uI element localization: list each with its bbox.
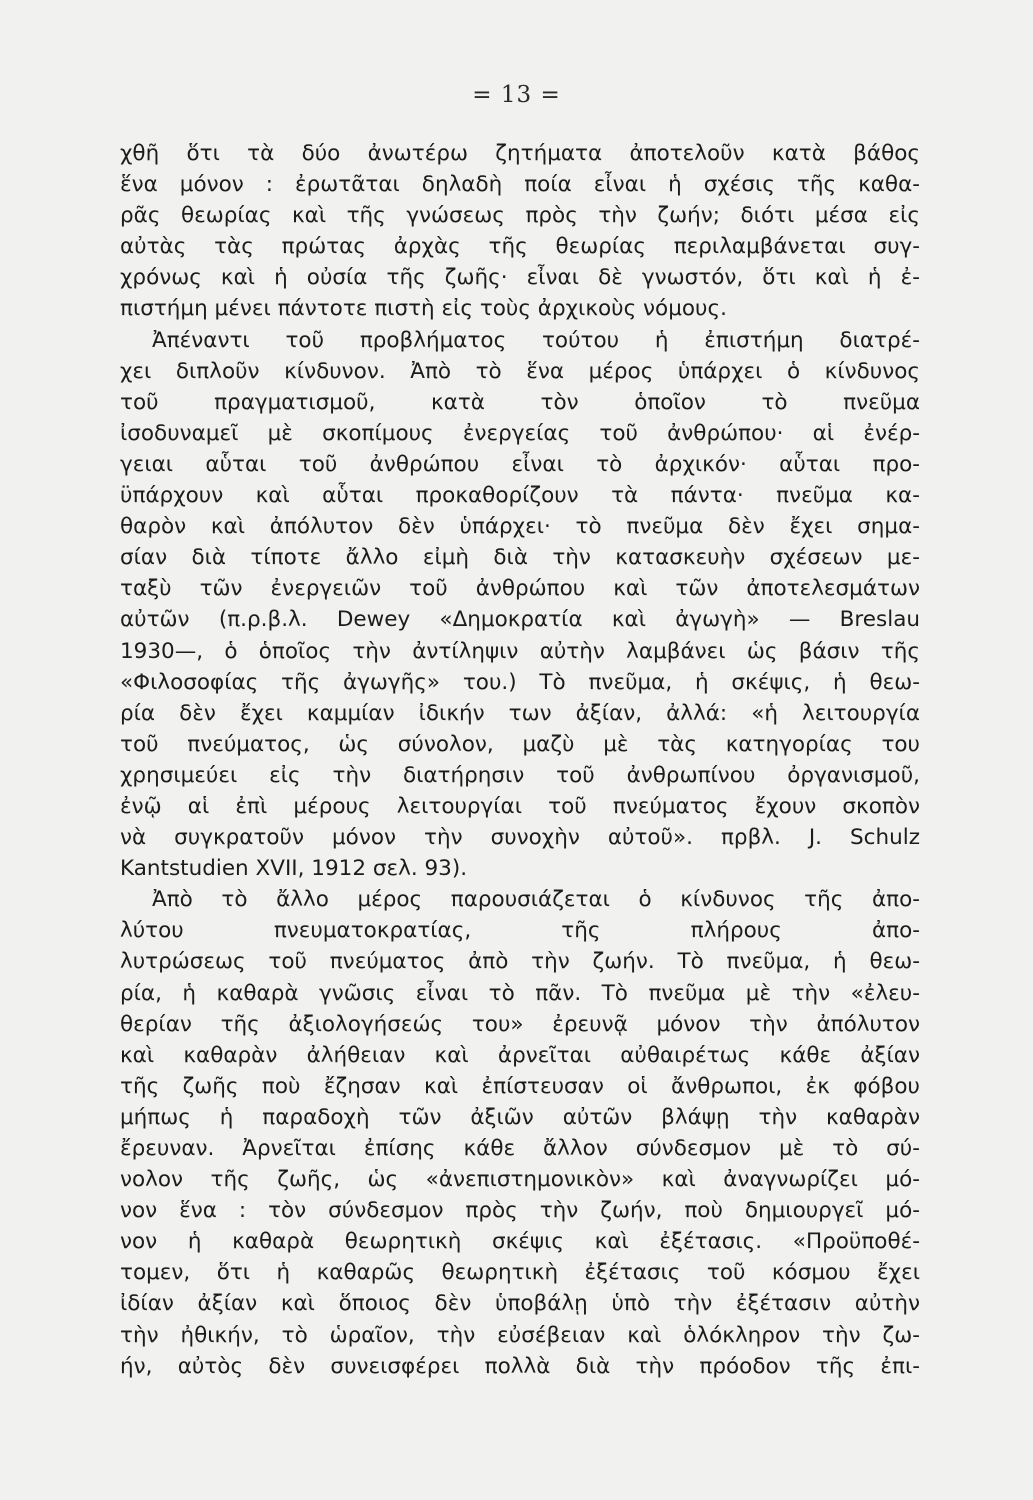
text-line: τῆς ζωῆς πoὺ ἔζησαν καὶ ἐπίστευσαν οἱ ἄνθρωποι, ἐκ φόβου: [120, 1073, 920, 1099]
text-line: ρία, ἡ καθαρὰ γνῶσις εἶναι τὸ πᾶν. Τὸ πνεῦμα μὲ τὴν «ἐλευ-: [120, 980, 920, 1006]
text-line: 1930—, ὁ ὁποῖος τὴν ἀντίληψιν αὐτὴν λαμβάνει ὡς βάσιν τῆς: [120, 638, 920, 664]
text-line: ἐνῷ αἱ ἐπὶ μέρους λειτουργίαι τοῦ πνεύματος ἔχουν σκοπὸν: [120, 793, 920, 819]
text-line: μήπως ἡ παραδοχὴ τῶν ἀξιῶν αὐτῶν βλάψῃ τὴν καθαρὰν: [120, 1104, 920, 1130]
text-line: ρᾶς θεωρίας καὶ τῆς γνώσεως πρὸς τὴν ζωήν; διότι μέσα εἰς: [120, 203, 920, 229]
text-line: θερίαν τῆς ἀξιολογήσεώς του» ἐρευνᾷ μόνον τὴν ἀπόλυτον: [120, 1011, 920, 1037]
text-line: ταξὺ τῶν ἐνεργειῶν τοῦ ἀνθρώπου καὶ τῶν ἀποτελεσμάτων: [120, 576, 920, 602]
text-line: Kantstudien XVII, 1912 σελ. 93).: [120, 856, 468, 882]
page-number: = 13 =: [472, 82, 561, 108]
text-line: καὶ καθαρὰν ἀλήθειαν καὶ ἀρνεῖται αὐθαιρέτως κάθε ἀξίαν: [120, 1042, 920, 1068]
text-line: χρησιμεύει εἰς τὴν διατήρησιν τοῦ ἀνθρωπίνου ὀργανισμοῦ,: [120, 762, 920, 788]
text-line: πιστήμη μένει πάντοτε πιστὴ εἰς τοὺς ἀρχικοὺς νόμους.: [120, 296, 727, 322]
text-line: «Φιλοσοφίας τῆς ἀγωγῆς» του.) Τὸ πνεῦμα, ἡ σκέψις, ἡ θεω-: [120, 669, 920, 695]
text-line: λύτου πνευματοκρατίας, τῆς πλήρους ἀπο-: [120, 918, 920, 944]
text-line: ἔρευναν. Ἀρνεῖται ἐπίσης κάθε ἄλλον σύνδεσμον μὲ τὸ σύ-: [120, 1136, 920, 1161]
text-line: νον ἡ καθαρὰ θεωρητικὴ σκέψις καὶ ἐξέτασις. «Προϋποθέ-: [120, 1229, 920, 1255]
text-line: τὴν ἠθικήν, τὸ ὡραῖον, τὴν εὐσέβειαν καὶ ὁλόκληρον τὴν ζω-: [120, 1322, 920, 1348]
text-line: ἰσοδυναμεῖ μὲ σκοπίμους ἐνεργείας τοῦ ἀνθρώπου· αἱ ἐνέρ-: [120, 420, 920, 446]
text-line: τομεν, ὅτι ἡ καθαρῶς θεωρητικὴ ἐξέτασις τοῦ κόσμου ἔχει: [120, 1260, 920, 1286]
text-line: σίαν διὰ τίποτε ἄλλο εἰμὴ διὰ τὴν κατασκευὴν σχέσεων με-: [120, 545, 920, 571]
text-line: αὐτὰς τὰς πρώτας ἀρχὰς τῆς θεωρίας περιλαμβάνεται συγ-: [120, 234, 920, 260]
text-line: ἰδίαν ἀξίαν καὶ ὅποιος δὲν ὑποβάλῃ ὑπὸ τὴν ἐξέτασιν αὐτὴν: [120, 1291, 920, 1317]
text-line: ἕνα μόνον : ἐρωτᾶται δηλαδὴ ποία εἶναι ἡ σχέσις τῆς καθα-: [120, 172, 920, 198]
text-line: γειαι αὗται τοῦ ἀνθρώπου εἶναι τὸ ἀρχικόν· αὗται προ-: [120, 451, 920, 477]
text-line: ρία δὲν ἔχει καμμίαν ἰδικήν των ἀξίαν, ἀλλά: «ἡ λειτουργία: [120, 700, 920, 726]
text-line: τοῦ πνεύματος, ὡς σύνολον, μαζὺ μὲ τὰς κατηγορίας του: [120, 731, 920, 757]
body-text: [120, 138, 920, 1382]
text-line: ήν, αὐτὸς δὲν συνεισφέρει πολλὰ διὰ τὴν πρόοδον τῆς ἐπι-: [120, 1353, 920, 1379]
text-line: τοῦ πραγματισμοῦ, κατὰ τὸν ὁποῖον τὸ πνεῦμα: [120, 389, 920, 415]
text-line: νὰ συγκρατοῦν μόνον τὴν συνοχὴν αὐτοῦ». πρβλ. J. Schulz: [120, 825, 920, 851]
text-line: ϋπάρχουν καὶ αὗται προκαθορίζουν τὰ πάντα· πνεῦμα κα-: [120, 483, 920, 509]
text-line: λυτρώσεως τοῦ πνεύματος ἀπὸ τὴν ζωήν. Τὸ πνεῦμα, ἡ θεω-: [120, 949, 920, 975]
text-line: Ἀπέναντι τοῦ προβλήματος τούτου ἡ ἐπιστήμη διατρέ-: [152, 327, 920, 353]
text-line: χει διπλοῦν κίνδυνον. Ἀπὸ τὸ ἕνα μέρος ὑπάρχει ὁ κίνδυνος: [120, 358, 920, 384]
text-line: Ἀπὸ τὸ ἄλλο μέρος παρουσιάζεται ὁ κίνδυνος τῆς ἀπο-: [152, 887, 920, 913]
text-line: αὐτῶν (π.ρ.β.λ. Dewey «Δημοκρατία καὶ ἀγωγὴ» — Breslau: [120, 607, 920, 633]
text-line: θαρὸν καὶ ἀπόλυτον δὲν ὑπάρχει· τὸ πνεῦμα δὲν ἔχει σημα-: [120, 514, 920, 540]
text-line: νολον τῆς ζωῆς, ὡς «ἀνεπιστημονικὸν» καὶ ἀναγνωρίζει μό-: [120, 1167, 920, 1193]
text-line: νον ἕνα : τὸν σύνδεσμον πρὸς τὴν ζωήν, πoὺ δημιουργεῖ μό-: [120, 1198, 920, 1224]
text-line: χρόνως καὶ ἡ οὐσία τῆς ζωῆς· εἶναι δὲ γνωστόν, ὅτι καὶ ἡ ἐ-: [120, 265, 920, 291]
text-line: χθῆ ὅτι τὰ δύο ἀνωτέρω ζητήματα ἀποτελοῦν κατὰ βάθος: [120, 141, 920, 166]
